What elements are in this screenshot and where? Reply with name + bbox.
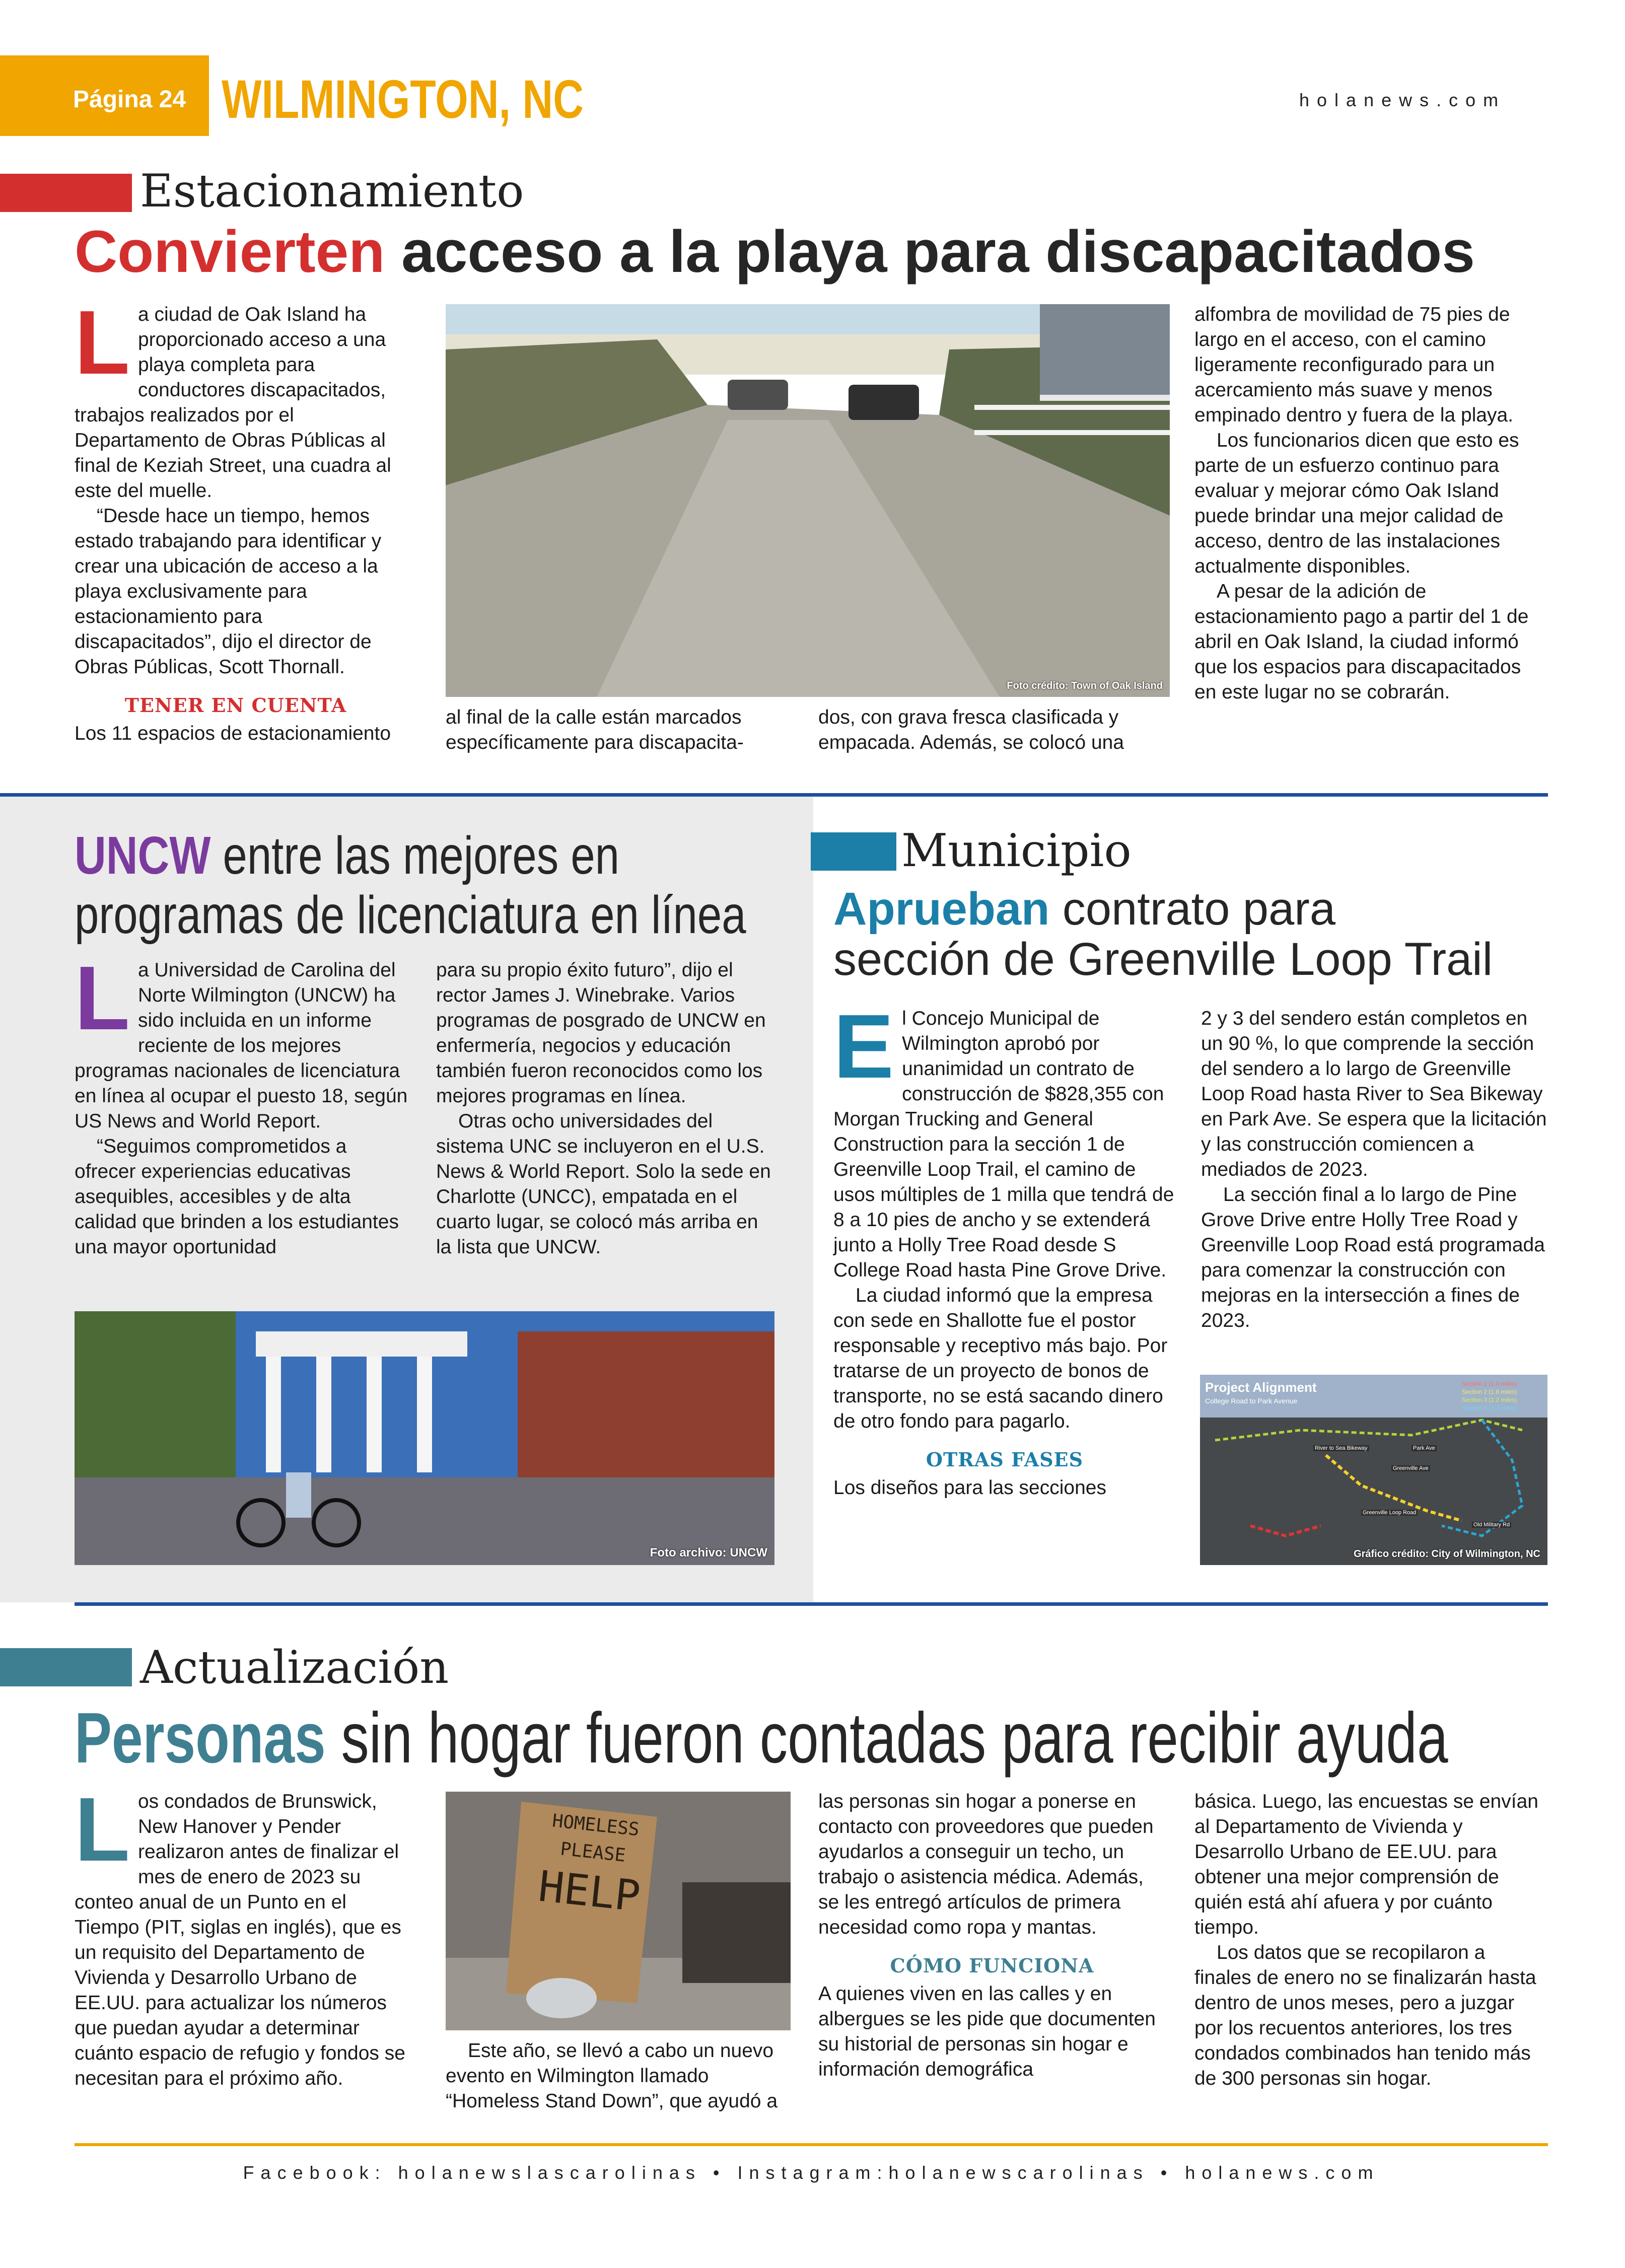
- paragraph: La sección final a lo largo de Pine Grove Drive entre Holly Tree Road y Greenville Loop Road está programada para comenzar la construcción con mejoras en la intersección a fines de 2023.: [1201, 1184, 1545, 1331]
- headline-rest: contrato para: [1049, 883, 1336, 935]
- map-label: River to Sea Bikeway: [1313, 1445, 1369, 1451]
- article2-col1: [75, 948, 411, 1260]
- article1-col1: [75, 292, 397, 746]
- uncw-campus-photo: [75, 1311, 774, 1565]
- headline-greenville: [833, 884, 1493, 984]
- map-legend-item: Section 4 (2.3 miles): [1462, 1404, 1517, 1411]
- headline-emphasis: UNCW: [75, 826, 211, 885]
- headline-emphasis: Convierten: [75, 219, 385, 285]
- drop-cap: L: [75, 1779, 130, 1880]
- map-label: Greenville Ave: [1391, 1465, 1430, 1471]
- subheading: OTRAS FASES: [926, 1448, 1084, 1471]
- paragraph: Los funcionarios dicen que esto es parte de un esfuerzo continuo para evaluar y mejorar cómo Oak Island puede brindar una mejor calidad de acceso, dentro de las instalaciones actualmente disponibles.: [1194, 430, 1519, 577]
- paragraph: para su propio éxito futuro”, dijo el rector James J. Winebrake. Varios programas de posgrado de UNCW en enfermería, negocios y educación también fueron reconocidos como los mejores programas en línea.: [436, 959, 766, 1107]
- page-number-tag: [0, 55, 209, 136]
- article3-col1: [833, 996, 1176, 1501]
- map-subtitle: College Road to Park Avenue: [1205, 1397, 1298, 1405]
- paragraph: alfombra de movilidad de 75 pies de largo en el acceso, con el camino ligeramente reconfigurado para un acercamiento más suave y menos empinado dentro y fuera de la playa.: [1194, 304, 1514, 426]
- paragraph: al final de la calle están marcados específicamente para discapacita-: [446, 706, 744, 753]
- paragraph: Otras ocho universidades del sistema UNC se incluyeron en el U.S. News & World Report. Solo la sede en Charlotte (UNCC), empatada en el cuarto lugar, se colocó más arriba en la lista que UNCW.: [436, 1110, 771, 1258]
- map-label: Greenville Loop Road: [1361, 1510, 1418, 1516]
- section-kicker-update: Actualización: [140, 1641, 449, 1694]
- headline-uncw: [75, 826, 746, 945]
- section-kicker-municipal: Municipio: [901, 824, 1132, 877]
- photo-credit: Foto archivo: UNCW: [650, 1546, 767, 1560]
- trail-map: [1200, 1375, 1547, 1565]
- map-credit: Gráfico crédito: City of Wilmington, NC: [1354, 1548, 1540, 1560]
- paragraph: 2 y 3 del sendero están completos en un 90 %, lo que comprende la sección del sendero a lo largo de Greenville Loop Road hasta River to Sea Bikeway en Park Ave. Se espera que la licitación y las construcción comiencen a mediados de 2023.: [1201, 1008, 1547, 1180]
- article3-col2: [1201, 1006, 1548, 1333]
- article1-col3: [818, 705, 1161, 755]
- article4-col1: [75, 1779, 412, 2091]
- headline-beach-access: [75, 217, 1475, 287]
- headline-line2: sección de Greenville Loop Trail: [833, 934, 1493, 985]
- article1-col2: [446, 705, 788, 755]
- map-title: Project Alignment: [1205, 1380, 1317, 1395]
- article4-col4: [1194, 1789, 1547, 2091]
- sign-text: [536, 1807, 648, 1922]
- paragraph: Los datos que se recopilaron a finales de enero no se finalizarán hasta dentro de unos meses, pero a juzgar por los recuentos anteriores, los tres condados combinados han tenido más de 300 personas sin hogar.: [1194, 1942, 1536, 2089]
- site-url-top[interactable]: holanews.com: [1299, 90, 1506, 110]
- map-legend: [1462, 1380, 1517, 1412]
- sign-line: HELP: [536, 1861, 643, 1922]
- map-legend-item: Section 3 (1.2 miles): [1462, 1396, 1517, 1403]
- kicker-bar-red: [0, 174, 132, 212]
- homeless-sign-photo: [446, 1792, 791, 2030]
- city-title: WILMINGTON, NC: [222, 68, 584, 129]
- article4-col3: [818, 1789, 1166, 2082]
- headline-rest: acceso a la playa para discapacitados: [385, 219, 1475, 285]
- paragraph: básica. Luego, las encuestas se envían al Departamento de Vivienda y Desarrollo Urbano de EE.UU. para obtener una mejor comprensión de quién está ahí afuera y por cuánto tiempo.: [1194, 1791, 1538, 1938]
- article1-col4: [1194, 302, 1547, 705]
- kicker-bar-slate: [0, 1648, 132, 1686]
- headline-rest: sin hogar fueron contadas para recibir ayuda: [325, 1698, 1448, 1778]
- paragraph: A quienes viven en las calles y en albergues se les pide que documenten su historial de personas sin hogar e información demográfica: [818, 1983, 1156, 2080]
- beach-access-photo: [446, 304, 1170, 697]
- sign-line: HOMELESS: [551, 1810, 641, 1840]
- paragraph: “Desde hace un tiempo, hemos estado trabajando para identificar y crear una ubicación de acceso a la playa exclusivamente para estacionamiento para discapacitados”, dijo el director de Obras Públicas, Scott Thornall.: [75, 505, 382, 678]
- paragraph: las personas sin hogar a ponerse en contacto con proveedores que pueden ayudarlos a conseguir un techo, un trabajo o asistencia médica. Además, se les entregó artículos de primera necesidad como ropa y mantas.: [818, 1791, 1154, 1938]
- headline-line2: programas de licenciatura en línea: [75, 885, 746, 945]
- paragraph: l Concejo Municipal de Wilmington aprobó por unanimidad un contrato de construcción de $828,355 con Morgan Trucking and General Construction para la sección 1 de Greenville Loop Trail, el camino de usos múltiples de 1 milla que tendrá de 8 a 10 pies de ancho y se extenderá junto a Holly Tree Road desde S College Road hasta Pine Grove Drive.: [833, 1008, 1174, 1281]
- paragraph: os condados de Brunswick, New Hanover y Pender realizaron antes de finalizar el mes de enero de 2023 su conteo anual de un Punto en el Tiempo (PIT, siglas en inglés), que es un requisito del Departamento de Vivienda y Desarrollo Urbano de EE.UU. para actualizar los números que puedan ayudar a determinar cuánto espacio de refugio y fondos se necesitan para el próximo año.: [75, 1791, 405, 2089]
- paragraph: La ciudad informó que la empresa con sede en Shallotte fue el postor responsable y receptivo más bajo. Por tratarse de un proyecto de bonos de transporte, no se está sacando dinero de otro fondo para pagarlo.: [833, 1285, 1168, 1432]
- photo-credit: Foto crédito: Town of Oak Island: [1007, 680, 1163, 691]
- headline-homeless: [75, 1698, 1448, 1779]
- map-legend-item: Section 1 (1.0 miles): [1462, 1380, 1517, 1387]
- divider-rule: [75, 1602, 1548, 1606]
- sign-line: PLEASE: [559, 1838, 627, 1866]
- paragraph: Los diseños para las secciones: [833, 1477, 1106, 1499]
- paragraph: a Universidad de Carolina del Norte Wilmington (UNCW) ha sido incluida en un informe reciente de los mejores programas nacionales de licenciatura en línea al ocupar el puesto 18, según US News and World Report.: [75, 959, 408, 1132]
- paragraph: A pesar de la adición de estacionamiento pago a partir del 1 de abril en Oak Island, la ciudad informó que los espacios para discapacitados en este lugar no se cobrarán.: [1194, 581, 1529, 703]
- map-label: Old Military Rd: [1472, 1522, 1511, 1528]
- headline-emphasis: Aprueban: [833, 883, 1050, 935]
- drop-cap: L: [75, 948, 130, 1049]
- article4-col2: [446, 2038, 788, 2114]
- paragraph: a ciudad de Oak Island ha proporcionado acceso a una playa completa para conductores discapacitados, trabajos realizados por el Departamento de Obras Públicas al final de Keziah Street, una cuadra al este del muelle.: [75, 304, 391, 502]
- paragraph: dos, con grava fresca clasificada y empacada. Además, se colocó una: [818, 706, 1124, 753]
- headline-rest: entre las mejores en: [210, 826, 620, 885]
- page-number: Página 24: [73, 86, 186, 113]
- divider-rule: [0, 793, 1548, 797]
- paragraph: Este año, se llevó a cabo un nuevo evento en Wilmington llamado “Homeless Stand Down”, que ayudó a: [446, 2040, 778, 2112]
- map-legend-item: Section 2 (1.8 miles): [1462, 1388, 1517, 1395]
- map-label: Park Ave: [1411, 1445, 1437, 1451]
- article2-col2: [436, 958, 773, 1260]
- subheading: CÓMO FUNCIONA: [890, 1954, 1094, 1977]
- paragraph: Los 11 espacios de estacionamiento: [75, 723, 391, 744]
- drop-cap: E: [833, 996, 894, 1097]
- kicker-bar-teal: [811, 832, 896, 871]
- subheading: TENER EN CUENTA: [124, 694, 347, 717]
- drop-cap: L: [75, 292, 130, 393]
- headline-emphasis: Personas: [75, 1698, 326, 1778]
- footer-rule: [75, 2143, 1548, 2146]
- paragraph: “Seguimos comprometidos a ofrecer experiencias educativas asequibles, accesibles y de alta calidad que brinden a los estudiantes una mayor oportunidad: [75, 1136, 399, 1258]
- footer-social-links[interactable]: Facebook: holanewslascarolinas • Instagram:holanewscarolinas • holanews.com: [243, 2162, 1380, 2183]
- section-kicker-parking: Estacionamiento: [140, 165, 524, 218]
